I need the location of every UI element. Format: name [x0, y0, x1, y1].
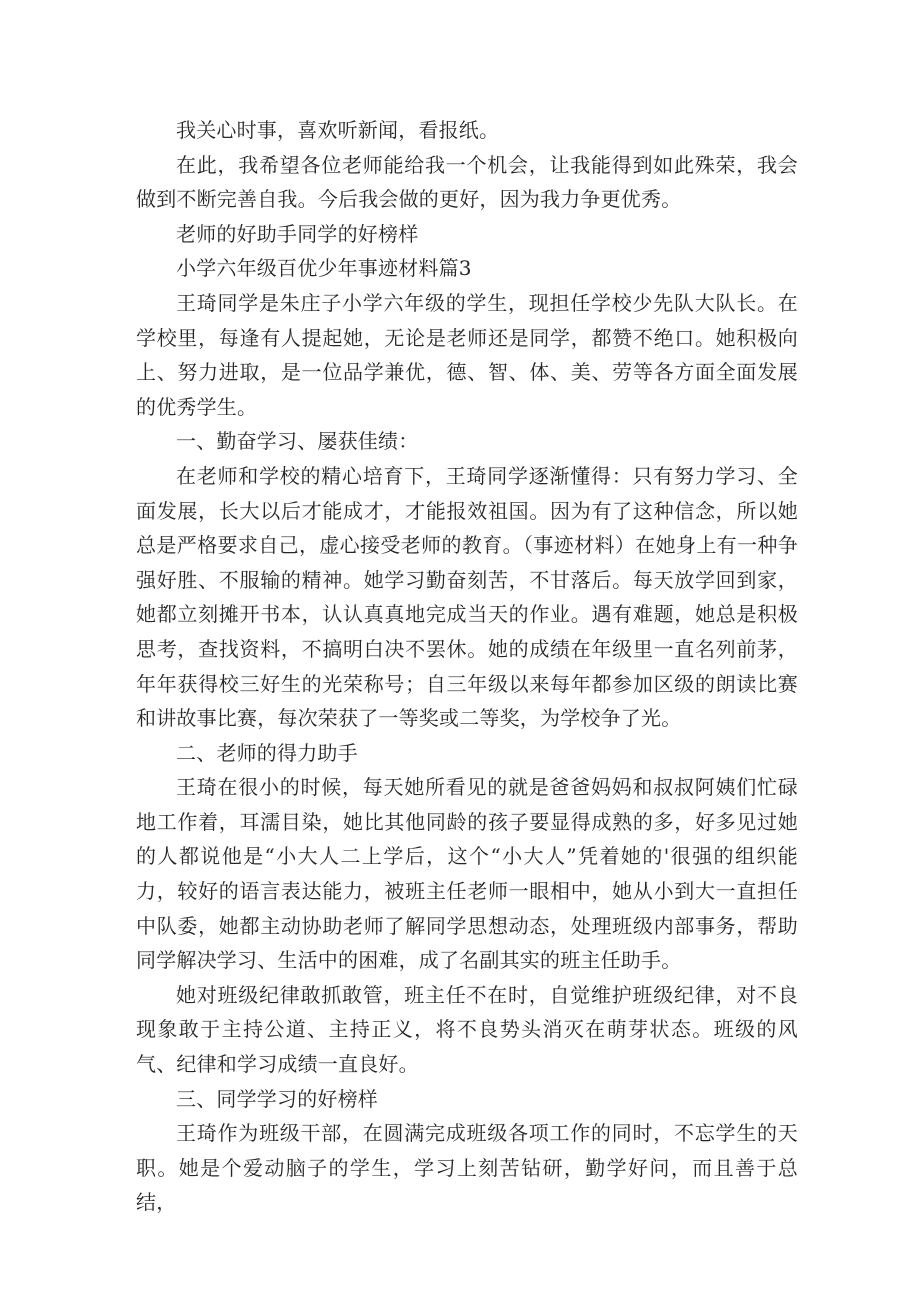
- paragraph-article-heading: 小学六年级百优少年事迹材料篇3: [176, 256, 472, 281]
- paragraph-study: 在老师和学校的精心培育下，王琦同学逐渐懂得：只有努力学习、全面发展，长大以后才能成才，才能报效祖国。因为有了这种信念，所以她总是严格要求自己，虚心接受老师的教育。（事迹材料）在她身上有一种争强好胜、不服输的精神。她学习勤奋刻苦，不甘落后。每天放学回到家，她都立刻摊开书本，认认真真地完成当天的作业。遇有难题，她总是积极思考，查找资料，不搞明白决不罢休。她的成绩在年级里一直名列前茅，年年获得校三好生的光荣称号；自三年级以来每年都参加区级的朗读比赛和讲故事比赛，每次荣获了一等奖或二等奖，为学校争了光。: [136, 463, 798, 731]
- paragraph-role-model: 王琦作为班级干部，在圆满完成班级各项工作的同时，不忘学生的天职。她是个爱动脑子的学生，学习上刻苦钻研，勤学好问，而且善于总结，: [136, 1121, 798, 1215]
- paragraph-assistant: 王琦在很小的时候，每天她所看见的就是爸爸妈妈和叔叔阿姨们忙碌地工作着，耳濡目染，她比其他同龄的孩子要显得成熟的多，好多见过她的人都说他是“小大人二上学后，这个“小大人”凭着她的'很强的组织能力，较好的语言表达能力，被班主任老师一眼相中，她从小到大一直担任中队委，她都主动协助老师了解同学思想动态，处理班级内部事务，帮助同学解决学习、生活中的困难，成了名副其实的班主任助手。: [136, 775, 798, 973]
- paragraph-interest: 我关心时事，喜欢听新闻，看报纸。: [176, 118, 500, 142]
- paragraph-hope: 在此，我希望各位老师能给我一个机会，让我能得到如此殊荣，我会做到不断完善自我。今后我会做的更好，因为我力争更优秀。: [136, 152, 798, 212]
- paragraph-title-line: 老师的好助手同学的好榜样: [176, 221, 419, 246]
- section-heading-2: 二、老师的得力助手: [176, 740, 358, 765]
- section-heading-1: 一、勤奋学习、屡获佳绩：: [176, 429, 419, 454]
- section-heading-3: 三、同学学习的好榜样: [176, 1086, 378, 1111]
- paragraph-discipline: 她对班级纪律敢抓敢管，班主任不在时，自觉维护班级纪律，对不良现象敢于主持公道、主持正义，将不良势头消灭在萌芽状态。班级的风气、纪律和学习成绩一直良好。: [136, 982, 798, 1077]
- paragraph-intro: 王琦同学是朱庄子小学六年级的学生，现担任学校少先队大队长。在学校里，每逢有人提起她，无论是老师还是同学，都赞不绝口。她积极向上、努力进取，是一位品学兼优，德、智、体、美、劳等各方面全面发展的优秀学生。: [136, 290, 798, 419]
- document-body: [136, 113, 798, 1220]
